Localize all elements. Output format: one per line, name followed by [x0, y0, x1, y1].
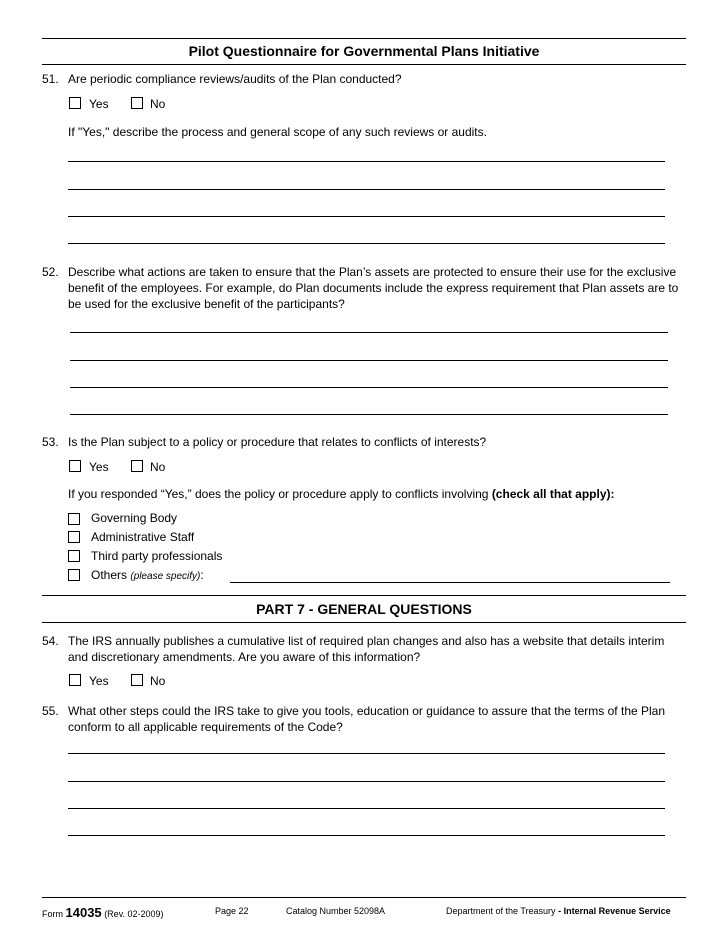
q51-yes-checkbox[interactable] [69, 97, 81, 109]
q51-answer-line[interactable] [68, 161, 665, 162]
page-title: Pilot Questionnaire for Governmental Plans Initiative [188, 43, 540, 59]
question-53 [42, 434, 686, 450]
question-51 [42, 71, 686, 87]
q53-followup-instruction: (check all that apply): [491, 487, 615, 501]
agency [446, 906, 671, 916]
q51-yes-label: Yes [89, 97, 109, 111]
q51-no-checkbox[interactable] [131, 97, 143, 109]
question-number: 55. [42, 704, 59, 718]
question-number: 54. [42, 634, 59, 648]
question-54 [42, 633, 686, 665]
question-text: Describe what actions are taken to ensure that the Plan’s assets are protected to ensure their use for the exclusive benefit of the employees. For example, do Plan documents include the express requirement that Plan assets are to be used for the exclusive benefit of the participants? [68, 265, 679, 311]
q53-others-specify-line[interactable] [230, 582, 670, 583]
question-number: 52. [42, 265, 59, 279]
q52-answer-line[interactable] [70, 332, 668, 333]
section-title: PART 7 - GENERAL QUESTIONS [256, 601, 472, 617]
q51-no-label: No [150, 97, 166, 111]
form-prefix: Form [42, 909, 63, 919]
top-rule [42, 38, 686, 39]
form-number: 14035 [65, 905, 102, 920]
q54-no-checkbox[interactable] [131, 674, 143, 686]
q53-others-note: (please specify) [130, 571, 201, 582]
part7-top-rule [42, 595, 686, 596]
title-rule [42, 64, 686, 65]
q53-option-label: Others [91, 568, 128, 582]
q53-followup [68, 487, 615, 501]
q53-no-label: No [150, 460, 166, 474]
q53-option-checkbox-third-party[interactable] [68, 550, 80, 562]
question-text: What other steps could the IRS take to give you tools, education or guidance to assure that the terms of the Plan conform to all applicable requirements of the Code? [68, 704, 666, 734]
q53-option-label: Administrative Staff [91, 530, 195, 544]
question-55 [42, 703, 686, 735]
q51-answer-line[interactable] [68, 216, 665, 217]
q51-answer-line[interactable] [68, 189, 665, 190]
q53-option-checkbox-governing-body[interactable] [68, 513, 80, 525]
q53-yes-label: Yes [89, 460, 109, 474]
q53-yes-checkbox[interactable] [69, 460, 81, 472]
q55-answer-line[interactable] [68, 808, 665, 809]
q53-others-colon: : [200, 568, 204, 582]
q52-answer-line[interactable] [70, 360, 668, 361]
q54-yes-checkbox[interactable] [69, 674, 81, 686]
q51-followup: If "Yes," describe the process and general scope of any such reviews or audits. [68, 125, 487, 139]
form-revision: (Rev. 02-2009) [104, 909, 164, 919]
question-text: Is the Plan subject to a policy or procedure that relates to conflicts of interests? [68, 435, 487, 449]
q55-answer-line[interactable] [68, 753, 665, 754]
catalog-number: Catalog Number 52098A [286, 906, 386, 916]
q53-option-checkbox-others[interactable] [68, 569, 80, 581]
footer-rule [42, 897, 686, 898]
question-text: Are periodic compliance reviews/audits of the Plan conducted? [68, 72, 402, 86]
q53-option-label: Governing Body [91, 511, 178, 525]
department: Department of the Treasury [446, 906, 556, 916]
question-number: 51. [42, 72, 59, 86]
question-number: 53. [42, 435, 59, 449]
form-id [42, 905, 164, 920]
q53-no-checkbox[interactable] [131, 460, 143, 472]
q53-followup-text: If you responded “Yes,” does the policy or procedure apply to conflicts involving [68, 487, 489, 501]
q54-no-label: No [150, 674, 166, 688]
q52-answer-line[interactable] [70, 387, 668, 388]
question-52 [42, 264, 686, 312]
q54-yes-label: Yes [89, 674, 109, 688]
agency-name: - Internal Revenue Service [558, 906, 671, 916]
q55-answer-line[interactable] [68, 781, 665, 782]
q55-answer-line[interactable] [68, 835, 665, 836]
q53-option-checkbox-administrative-staff[interactable] [68, 531, 80, 543]
q51-answer-line[interactable] [68, 243, 665, 244]
q53-option-label: Third party professionals [91, 549, 223, 563]
question-text: The IRS annually publishes a cumulative list of required plan changes and also has a website that details interim and discretionary amendments. Are you aware of this information? [68, 634, 665, 664]
q53-option-others [91, 568, 204, 584]
page-number: Page 22 [215, 906, 249, 916]
part7-bottom-rule [42, 622, 686, 623]
q52-answer-line[interactable] [70, 414, 668, 415]
